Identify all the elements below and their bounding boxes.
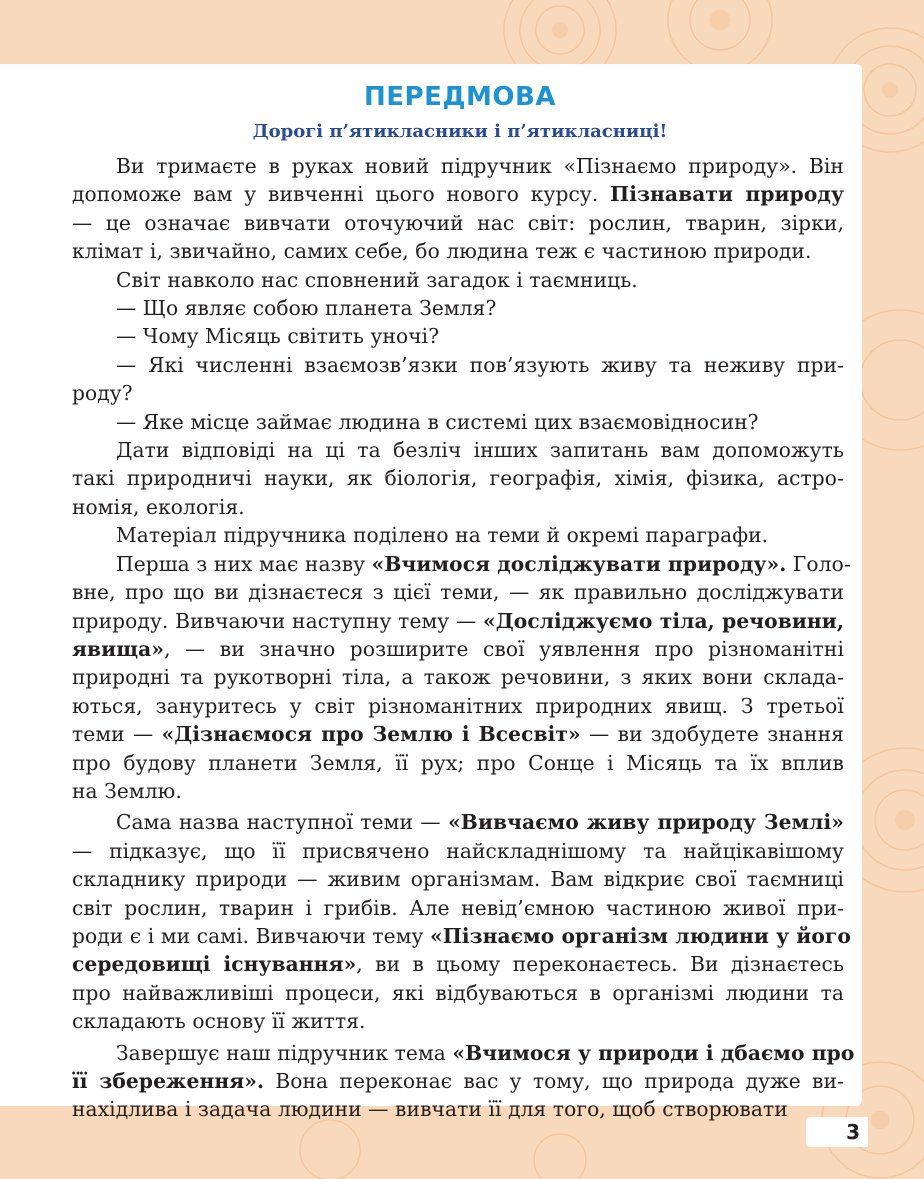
bold-text: «Вивчаємо живу природу Землі» bbox=[448, 810, 844, 835]
text-segment: такі природничі науки, як біологія, географія, хімія, фізика, астро- bbox=[72, 466, 844, 491]
text-segment: складнику природи — живим організмам. Вам відкриє свої таємниці bbox=[72, 867, 844, 892]
text-segment: вне, про що ви дізнаєтеся з цієї теми, — як правильно досліджувати bbox=[72, 580, 844, 605]
text-segment: — це означає вивчати оточуючий нас світ: рослин, тварин, зірки, bbox=[72, 210, 844, 235]
text-line bbox=[72, 777, 844, 805]
text-segment: Вона переконає вас у тому, що природа дуже ви- bbox=[264, 1069, 844, 1093]
bold-text: «Досліджуємо тіла, речовини, bbox=[482, 608, 844, 633]
text-line bbox=[72, 635, 844, 663]
text-line bbox=[72, 979, 844, 1007]
text-segment: Перша з них має назву bbox=[116, 551, 372, 576]
text-segment: про найважливіші процеси, які відбуваються в організмі людини та bbox=[72, 980, 844, 1005]
text-line bbox=[72, 237, 844, 265]
text-line bbox=[72, 1095, 844, 1123]
text-segment: , — ви значно розширите свої уявлення про різноманітні bbox=[164, 636, 844, 661]
text-line bbox=[72, 351, 844, 379]
text-segment: теми — bbox=[72, 722, 162, 747]
text-segment: Завершує наш підручник тема bbox=[116, 1040, 453, 1065]
text-line bbox=[72, 180, 844, 208]
text-segment: складають основу її життя. bbox=[72, 1009, 366, 1034]
text-line bbox=[72, 550, 851, 578]
text-segment: Дати відповіді на ці та безліч інших запитань вам допоможуть bbox=[116, 438, 844, 463]
text-line bbox=[72, 1067, 844, 1095]
text-segment: нахідлива і задача людини — вивчати її для того, щоб створювати bbox=[72, 1097, 788, 1122]
text-line bbox=[72, 209, 844, 237]
greeting-subtitle: Дорогі п’ятикласники і п’ятикласниці! bbox=[252, 121, 668, 142]
text-segment: природні та рукотворні тіла, а також речовини, з яких вони склада- bbox=[72, 665, 844, 690]
text-line bbox=[72, 521, 844, 549]
text-segment: ються, зануритесь у світ різноманітних природних явищ. З третьої bbox=[72, 693, 844, 718]
text-line bbox=[72, 692, 844, 720]
text-line bbox=[72, 950, 844, 978]
bold-text: «Вчимося у природи і дбаємо про bbox=[452, 1040, 855, 1065]
text-segment: номія, екологія. bbox=[72, 494, 245, 519]
text-segment: — ви здобудете знання bbox=[580, 722, 845, 747]
text-segment: природу. Вивчаючи наступну тему — bbox=[72, 608, 483, 633]
text-line bbox=[72, 1007, 844, 1035]
text-line bbox=[72, 894, 844, 922]
text-segment: роду? bbox=[72, 381, 133, 406]
text-line bbox=[72, 1039, 855, 1067]
text-line bbox=[72, 408, 844, 436]
text-line bbox=[72, 152, 844, 180]
text-segment: Голо- bbox=[786, 551, 851, 576]
text-segment: — Що являє собою планета Земля? bbox=[116, 296, 497, 321]
page-number: 3 bbox=[806, 1117, 868, 1147]
text-segment: світ рослин, тварин і грибів. Але невід’ємною частиною живої при- bbox=[72, 895, 844, 920]
text-line bbox=[72, 464, 844, 492]
text-segment: — Які численні взаємозв’язки пов’язують живу та неживу при- bbox=[116, 352, 844, 377]
page-title: ПЕРЕДМОВА bbox=[364, 82, 556, 112]
text-line bbox=[72, 865, 844, 893]
text-line bbox=[72, 322, 844, 350]
text-line bbox=[72, 837, 844, 865]
text-segment: на Землю. bbox=[72, 778, 182, 803]
bold-text: її збереження». bbox=[72, 1069, 265, 1093]
text-segment: — Яке місце займає людина в системі цих взаємовідносин? bbox=[116, 409, 759, 434]
text-line bbox=[72, 607, 844, 635]
text-line bbox=[72, 379, 844, 407]
text-line bbox=[72, 578, 844, 606]
text-line bbox=[72, 294, 844, 322]
foreword-body bbox=[72, 152, 855, 1124]
text-segment: , ви в цьому переконаєтесь. Ви дізнаєтесь bbox=[356, 952, 844, 977]
text-segment: допоможе вам у вивченні цього нового курсу. bbox=[72, 182, 611, 207]
text-line bbox=[72, 749, 844, 777]
text-segment: Сама назва наступної теми — bbox=[116, 810, 449, 835]
text-line bbox=[72, 436, 844, 464]
text-line bbox=[72, 663, 844, 691]
bold-text: «Дізнаємося про Землю і Всесвіт» bbox=[161, 722, 581, 747]
bold-text: Пізнавати природу bbox=[610, 182, 844, 207]
text-line bbox=[72, 266, 844, 294]
bold-text: середовищі існування» bbox=[72, 952, 357, 977]
text-segment: про будову планети Земля, її рух; про Сонце і Місяць та їх вплив bbox=[72, 750, 844, 775]
text-segment: роди є і ми самі. Вивчаючи тему bbox=[72, 923, 431, 948]
text-segment: Ви тримаєте в руках новий підручник «Пізнаємо природу». Він bbox=[116, 154, 844, 178]
bold-text: «Вчимося досліджувати природу». bbox=[371, 551, 787, 576]
text-segment: Матеріал підручника поділено на теми й окремі параграфи. bbox=[116, 523, 769, 548]
text-line bbox=[72, 720, 844, 748]
text-segment: — Чому Місяць світить уночі? bbox=[116, 324, 440, 349]
text-line bbox=[72, 493, 844, 521]
text-segment: Світ навколо нас сповнений загадок і таємниць. bbox=[116, 267, 638, 292]
text-line bbox=[72, 922, 851, 950]
bold-text: «Пізнаємо організм людини у його bbox=[430, 923, 851, 948]
text-segment: — підказує, що її присвячено найскладнішому та найцікавішому bbox=[72, 838, 844, 863]
text-segment: клімат і, звичайно, самих себе, бо людина теж є частиною природи. bbox=[72, 239, 812, 264]
bold-text: явища» bbox=[72, 636, 165, 661]
text-line bbox=[72, 808, 844, 836]
